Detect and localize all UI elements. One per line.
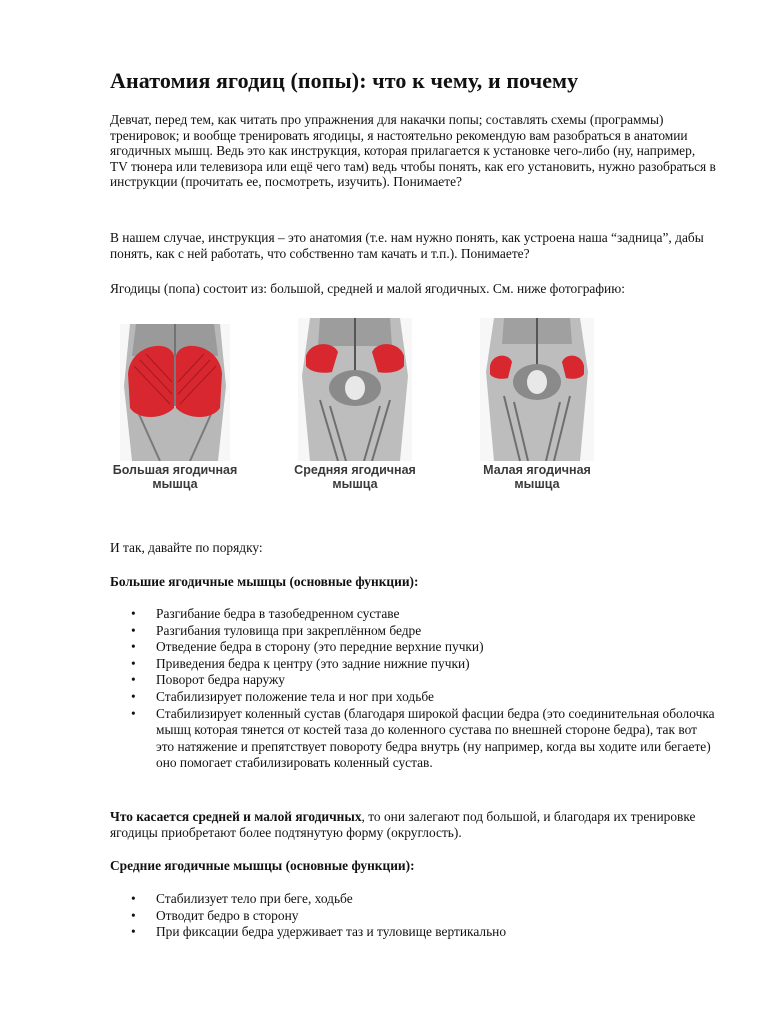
- middle-small-paragraph: [110, 809, 716, 840]
- list-item: • Стабилизирует положение тела и ног при ходьбе: [110, 689, 716, 706]
- list-item: • Стабилизует тело при беге, ходьбе: [110, 891, 716, 908]
- figure-gluteus-maximus: [100, 316, 250, 491]
- gluteus-minimus-illustration: [462, 316, 612, 461]
- figure-caption: Большая ягодичная мышца: [112, 463, 238, 491]
- middle-small-rest-text: , то они залегают под большой, и благодаря их тренировке ягодицы приобретают более подтянутую форму (округлость).: [110, 809, 696, 840]
- list-item: • Отведение бедра в сторону (это передние верхние пучки): [110, 639, 716, 656]
- page-title: Анатомия ягодиц (попы): что к чему, и почему: [110, 68, 579, 93]
- gluteus-maximus-illustration: [100, 316, 250, 461]
- figure-gluteus-minimus: [462, 316, 612, 491]
- list-item: • Отводит бедро в сторону: [110, 908, 716, 925]
- gluteus-maximus-functions-list: [110, 606, 716, 772]
- list-item: • Разгибание бедра в тазобедренном суставе: [110, 606, 716, 623]
- gluteus-medius-illustration: [280, 316, 430, 461]
- third-paragraph: Ягодицы (попа) состоит из: большой, средней и малой ягодичных. См. ниже фотографию:: [110, 281, 625, 296]
- section-heading-gluteus-maximus: Большие ягодичные мышцы (основные функции):: [110, 574, 419, 589]
- list-item: • При фиксации бедра удерживает таз и туловище вертикально: [110, 924, 716, 941]
- middle-small-bold-text: Что касается средней и малой ягодичных: [110, 809, 362, 824]
- intro-paragraph: Девчат, перед тем, как читать про упражнения для накачки попы; составлять схемы (программы) тренировок; и вообще тренировать ягодицы, я настоятельно рекомендую вам разобраться в анатомии ягодичных мышц. Ведь это как инструкция, которая прилагается к установке чего-либо (ну, например, TV тюнера или телевизора или ещё чего там) ведь чтобы понять, как его установить, нужно разобраться в инструкции (прочитать ее, посмотреть, изучить). Понимаете?: [110, 112, 716, 190]
- list-item: • Разгибания туловища при закреплённом бедре: [110, 623, 716, 640]
- list-item: • Стабилизирует коленный сустав (благодаря широкой фасции бедра (это соединительная оболочка мышц которая тянется от костей таза до коленного сустава по внешней стороне бедра), так вот это натяжение и препятствует повороту бедра внутрь (ну например, когда вы ходите или бегаете) оно помогает стабилизировать коленный сустав.: [110, 706, 716, 772]
- figure-gluteus-medius: [280, 316, 430, 491]
- figure-caption: Средняя ягодичная мышца: [294, 463, 416, 491]
- anatomy-figures: [100, 316, 620, 506]
- order-paragraph: И так, давайте по порядку:: [110, 540, 263, 555]
- section-heading-gluteus-medius: Средние ягодичные мышцы (основные функции):: [110, 858, 415, 873]
- gluteus-medius-functions-list: [110, 891, 716, 941]
- second-paragraph: В нашем случае, инструкция – это анатомия (т.е. нам нужно понять, как устроена наша “задница”, дабы понять, как с ней работать, что собственно там качать и т.п.). Понимаете?: [110, 230, 704, 261]
- list-item: • Поворот бедра наружу: [110, 672, 716, 689]
- list-item: • Приведения бедра к центру (это задние нижние пучки): [110, 656, 716, 673]
- figure-caption: Малая ягодичная мышца: [483, 463, 591, 491]
